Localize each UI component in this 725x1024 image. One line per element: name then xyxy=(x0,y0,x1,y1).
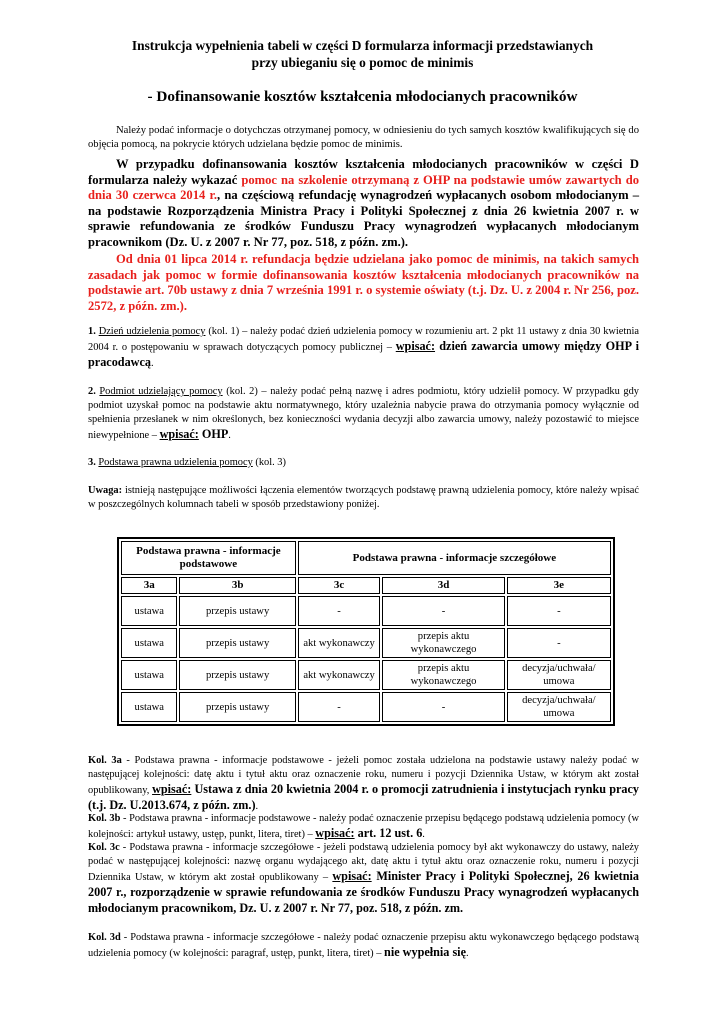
document-subtitle: - Dofinansowanie kosztów kształcenia młodocianych pracowników xyxy=(147,88,578,105)
kol-3b-paragraph: Kol. 3b - Podstawa prawna - informacje podstawowe - należy podać oznaczenie przepisu będącego podstawą udzielenia pomocy (w kolejności: artykuł ustawy, ustęp, punkt, litera, tiret) – wpisać: art. 12 ust. 6. xyxy=(88,813,639,840)
paragraph-july-2014: Od dnia 01 lipca 2014 r. refundacja będzie udzielana jako pomoc de minimis, na takich samych zasadach jak pomoc w formie dofinansowania kosztów kształcenia młodocianych pracowników na podstawie art. 70b ustawy z dnia 7 września 1991 r. o systemie oświaty (t.j. Dz. U. z 2004 r. Nr 256, poz. 2572, z późn. zm.). xyxy=(88,252,639,313)
group-header-detailed: Podstawa prawna - informacje szczegółowe xyxy=(298,541,611,575)
title-line-2: przy ubieganiu się o pomoc de minimis xyxy=(251,55,474,70)
item-2-label: Podmiot udzielający pomocy xyxy=(99,386,223,397)
col-header-3c: 3c xyxy=(298,577,381,594)
paragraph-ohp-red: pomoc na szkolenie otrzymaną z OHP na podstawie umów zawartych do dnia 30 czerwca 2014 r. xyxy=(88,172,639,202)
table-row: ustawa przepis ustawy akt wykonawczy przepis aktu wykonawczego decyzja/uchwała/ umowa xyxy=(121,660,611,690)
item-1-label: Dzień udzielenia pomocy xyxy=(98,326,206,337)
document-title xyxy=(80,37,645,71)
item-3: 3. Podstawa prawna udzielenia pomocy (kol. 3) xyxy=(88,457,286,468)
item-2-wpisac: wpisać: xyxy=(159,427,199,441)
paragraph-ohp-a: W przypadku dofinansowania kosztów kształcenia młodocianych pracowników w części D formularza należy wykazać xyxy=(88,157,639,187)
table-column-header xyxy=(121,577,611,594)
item-1-value: dzień zawarcia umowy między OHP i pracodawcą xyxy=(88,339,639,369)
kol-3c-paragraph: Kol. 3c - Podstawa prawna - informacje szczegółowe - jeżeli podstawą udzielenia pomocy był akt wykonawczy do ustawy, należy podać w następującej kolejności: nazwę organu wydającego akt, datę aktu i tytuł aktu oraz oznaczenie roku, numeru i pozycji Dziennika Ustaw, w którym akt został opublikowany – wpisać: Minister Pracy i Polityki Społecznej, 26 kwietnia 2007 r., rozporządzenie w sprawie refundowania ze środków Funduszu Pracy wynagrodzeń wypłacanych młodocianym pracownikom, Dz. U. z 2007 r. Nr 77, poz. 518, z późn. zm. xyxy=(88,842,640,915)
group-header-basic: Podstawa prawna - informacje podstawowe xyxy=(121,541,296,575)
table-row: ustawa przepis ustawy - - - xyxy=(121,596,611,626)
item-1: 1. Dzień udzielenia pomocy (kol. 1) – należy podać dzień udzielenia pomocy w rozumieniu art. 2 pkt 11 ustawy z dnia 30 kwietnia 2004 r. o postępowaniu w sprawach dotyczących pomocy publicznej – wpisać: dzień zawarcia umowy między OHP i pracodawcą. xyxy=(88,326,639,369)
col-header-3e: 3e xyxy=(507,577,611,594)
kol-3d-paragraph: Kol. 3d - Podstawa prawna - informacje szczegółowe - należy podać oznaczenie przepisu aktu wykonawczego będącego podstawą udzielenia pomocy (w kolejności: paragraf, ustęp, punkt, litera, tiret) – nie wypełnia się. xyxy=(88,932,639,959)
paragraph-ohp-b: , na częściową refundację wynagrodzeń wypłacanych osobom młodocianym – na podstawie Rozporządzenia Ministra Pracy i Polityki Społecznej z dnia 26 kwietnia 2007 r. w sprawie refundowania ze środków Funduszu Pracy wynagrodzeń wypłacanych młodocianym pracownikom (Dz. U. z 2007 r. Nr 77, poz. 518, z późn. zm.). xyxy=(88,188,639,249)
item-2-value: OHP xyxy=(198,427,229,441)
table-row: ustawa przepis ustawy - - decyzja/uchwała/ umowa xyxy=(121,692,611,722)
kol-3a-paragraph: Kol. 3a - Podstawa prawna - informacje podstawowe - jeżeli pomoc została udzielona na podstawie ustawy należy podać w następującej kolejności: datę aktu i tytuł aktu oraz oznaczenie roku, numeru i pozycji Dziennika Ustaw, w którym akt został opublikowany, wpisać: Ustawa z dnia 20 kwietnia 2004 r. o promocji zatrudnienia i instytucjach rynku pracy (t.j. Dz. U.2013.674, z późn. zm.). xyxy=(88,755,639,812)
title-line-1: Instrukcja wypełnienia tabeli w części D formularza informacji przedstawianych xyxy=(131,38,594,53)
col-header-3b: 3b xyxy=(179,577,295,594)
uwaga-note: Uwaga: istnieją następujące możliwości łączenia elementów tworzących podstawę prawną udzielenia pomocy, które należy wpisać w poszczególnych kolumnach tabeli w sposób przedstawiony poniżej. xyxy=(88,485,639,510)
paragraph-ohp xyxy=(88,157,639,250)
col-header-3a: 3a xyxy=(121,577,177,594)
intro-paragraph: Należy podać informacje o dotychczas otrzymanej pomocy, w odniesieniu do tych samych kosztów kwalifikujących się do objęcia pomocą, na pokrycie których udzielana będzie pomoc de minimis. xyxy=(88,125,639,150)
item-2: 2. Podmiot udzielający pomocy (kol. 2) – należy podać pełną nazwę i adres podmiotu, który udzielił pomocy. W przypadku gdy podmiot uzyskał pomoc na podstawie aktu normatywnego, który uzależnia nabycie prawa do otrzymania pomocy wyłącznie od spełnienia przesłanek w nim określonych, bez konieczności wydania decyzji albo zawarcia umowy, należy pozostawić to miejsce niewypełnione – wpisać: OHP. xyxy=(88,386,640,441)
item-3-label: Podstawa prawna udzielenia pomocy xyxy=(98,457,253,468)
table-group-header xyxy=(121,541,611,575)
col-header-3d: 3d xyxy=(382,577,504,594)
legal-basis-table xyxy=(117,537,615,726)
item-1-wpisac: wpisać: xyxy=(395,339,436,353)
table-row: ustawa przepis ustawy akt wykonawczy przepis aktu wykonawczego - xyxy=(121,628,611,658)
